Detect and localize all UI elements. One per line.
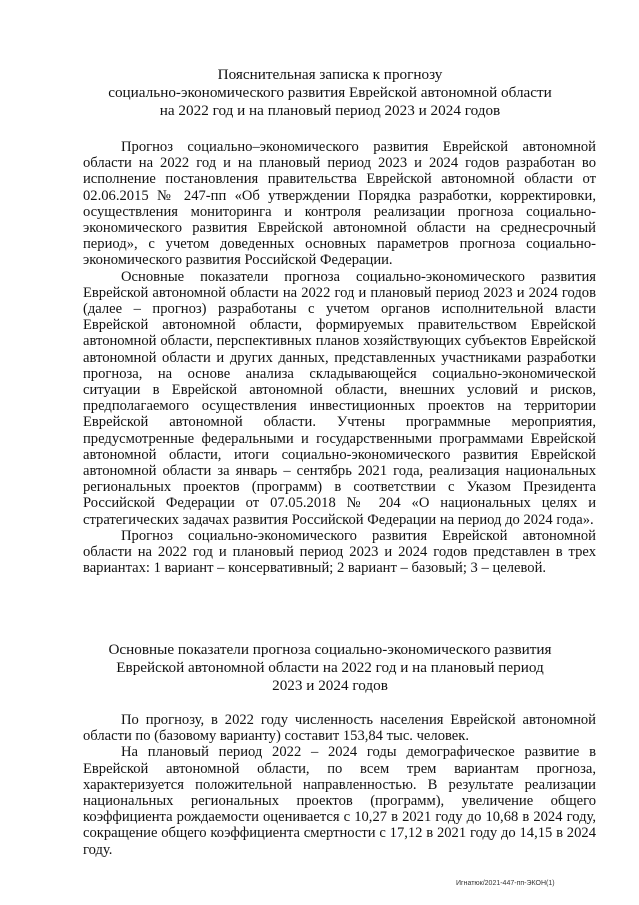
paragraph-1: Прогноз социально–экономического развития Еврейской автономной области на 2022 год и на плановый период 2023 и 2024 годов разработан во исполнение постановления правительства Еврейской автономной области от 02.06.2015 № 247-пп «Об утверждении Порядка разработки, корректировки, осуществления мониторинга и контроля реализации прогноза социально-экономического развития Еврейской автономной области на среднесрочный период», с учетом доведенных основных параметров прогноза социально-экономического развития Российской Федерации. <box>83 139 596 269</box>
intro-section <box>83 139 596 576</box>
section-title <box>60 641 600 695</box>
paragraph-2: Основные показатели прогноза социально-экономического развития Еврейской автономной области на 2022 год и плановый период 2023 и 2024 годов (далее – прогноз) разработаны с учетом органов исполнительной власти Еврейской автономной области, формируемых правительством Еврейской автономной области, перспективных планов хозяйствующих субъектов Еврейской автономной области и других данных, представленных участниками разработки прогноза, на основе анализа складывающейся социально-экономической ситуации в Еврейской автономной области, внешних условий и рисков, предполагаемого осуществления инвестиционных проектов на территории Еврейской автономной области. Учтены программные мероприятия, предусмотренные федеральными и государственными программами Еврейской автономной области, итоги социально-экономического развития Еврейской автономной области за январь – сентябрь 2021 года, реализация национальных региональных проектов (программ) в соответствии с Указом Президента Российской Федерации от 07.05.2018 № 204 «О национальных целях и стратегических задачах развития Российской Федерации на период до 2024 года». <box>83 268 596 528</box>
document-title <box>60 66 600 120</box>
demography-section <box>83 712 596 858</box>
title-line-3: на 2022 год и на плановый период 2023 и 2024 годов <box>159 102 501 119</box>
section-title-line-1: Основные показатели прогноза социально-экономического развития <box>108 641 552 658</box>
title-line-2: социально-экономического развития Еврейской автономной области <box>108 84 552 101</box>
paragraph-5: На плановый период 2022 – 2024 годы демографическое развитие в Еврейской автономной области, по всем трем вариантам прогноза, характеризуется положительной направленностью. В результате реализации национальных региональных проектов (программ), увеличение общего коэффициента рождаемости оценивается с 10,27 в 2021 году до 10,68 в 2024 году, сокращение общего коэффициента смертности с 17,12 в 2021 году до 14,15 в 2024 году. <box>83 744 596 858</box>
document-footer-reference: Игнатюк/2021-447-пп-ЭКОН(1) <box>456 880 555 887</box>
title-line-1: Пояснительная записка к прогнозу <box>217 66 443 83</box>
section-title-line-3: 2023 и 2024 годов <box>272 677 388 694</box>
section-title-line-2: Еврейской автономной области на 2022 год и на плановый период <box>116 659 544 676</box>
paragraph-4: По прогнозу, в 2022 году численность населения Еврейской автономной области по (базовому варианту) составит 153,84 тыс. человек. <box>83 712 596 745</box>
paragraph-3: Прогноз социально-экономического развития Еврейской автономной области на 2022 год и плановый период 2023 и 2024 годов представлен в трех вариантах: 1 вариант – консервативный; 2 вариант – базовый; 3 – целевой. <box>83 527 596 577</box>
